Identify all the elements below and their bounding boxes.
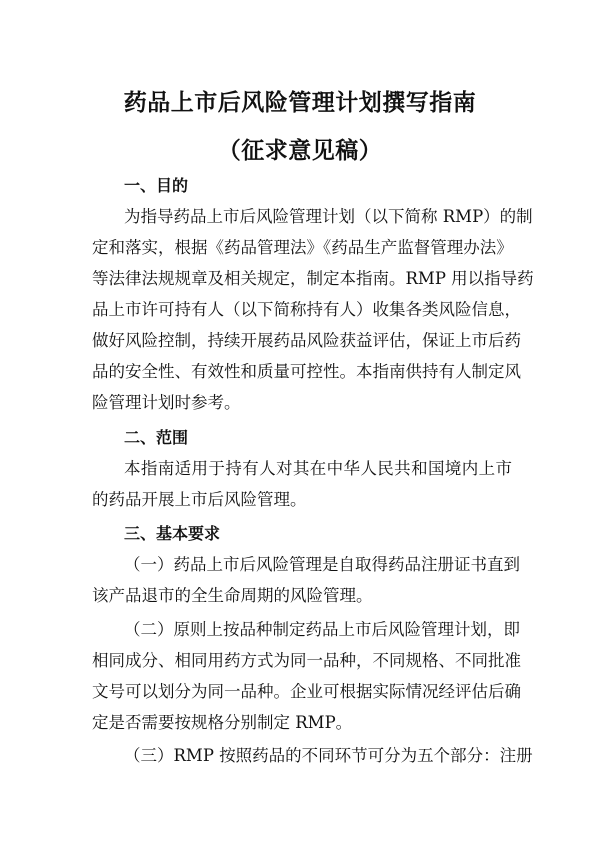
paragraph-line: 等法律法规规章及相关规定，制定本指南。RMP 用以指导药 — [92, 269, 534, 288]
paragraph-line: 相同成分、相同用药方式为同一品种，不同规格、不同批准 — [92, 651, 521, 670]
paragraph-line: 险管理计划时参考。 — [92, 393, 241, 412]
paragraph-line: 的药品开展上市后风险管理。 — [92, 490, 307, 509]
paragraph-line: 为指导药品上市后风险管理计划（以下简称 RMP）的制 — [124, 207, 533, 226]
paragraph-line: 文号可以划分为同一品种。企业可根据实际情况经评估后确 — [92, 682, 521, 701]
document-title: 药品上市后风险管理计划撰写指南 — [123, 90, 477, 116]
paragraph-line: 定和落实，根据《药品管理法》《药品生产监督管理办法》 — [92, 238, 513, 257]
section-heading-basic-requirements: 三、基本要求 — [124, 524, 221, 543]
paragraph-line: 品上市许可持有人（以下简称持有人）收集各类风险信息， — [92, 300, 521, 319]
paragraph-line: 定是否需要按规格分别制定 RMP。 — [92, 713, 353, 732]
paragraph-line: 该产品退市的全生命周期的风险管理。 — [92, 586, 373, 605]
document-subtitle: （征求意见稿） — [217, 138, 383, 164]
paragraph-line: 做好风险控制，持续开展药品风险获益评估，保证上市后药 — [92, 331, 521, 350]
paragraph-line: （三）RMP 按照药品的不同环节可分为五个部分：注册 — [124, 746, 533, 765]
paragraph-line: 品的安全性、有效性和质量可控性。本指南供持有人制定风 — [92, 362, 521, 381]
section-heading-purpose: 一、目的 — [124, 176, 189, 195]
section-heading-scope: 二、范围 — [124, 428, 189, 447]
paragraph-line: （二）原则上按品种制定药品上市后风险管理计划，即 — [124, 620, 520, 639]
paragraph-line: （一）药品上市后风险管理是自取得药品注册证书直到 — [124, 555, 520, 574]
paragraph-line: 本指南适用于持有人对其在中华人民共和国境内上市 — [124, 459, 512, 478]
